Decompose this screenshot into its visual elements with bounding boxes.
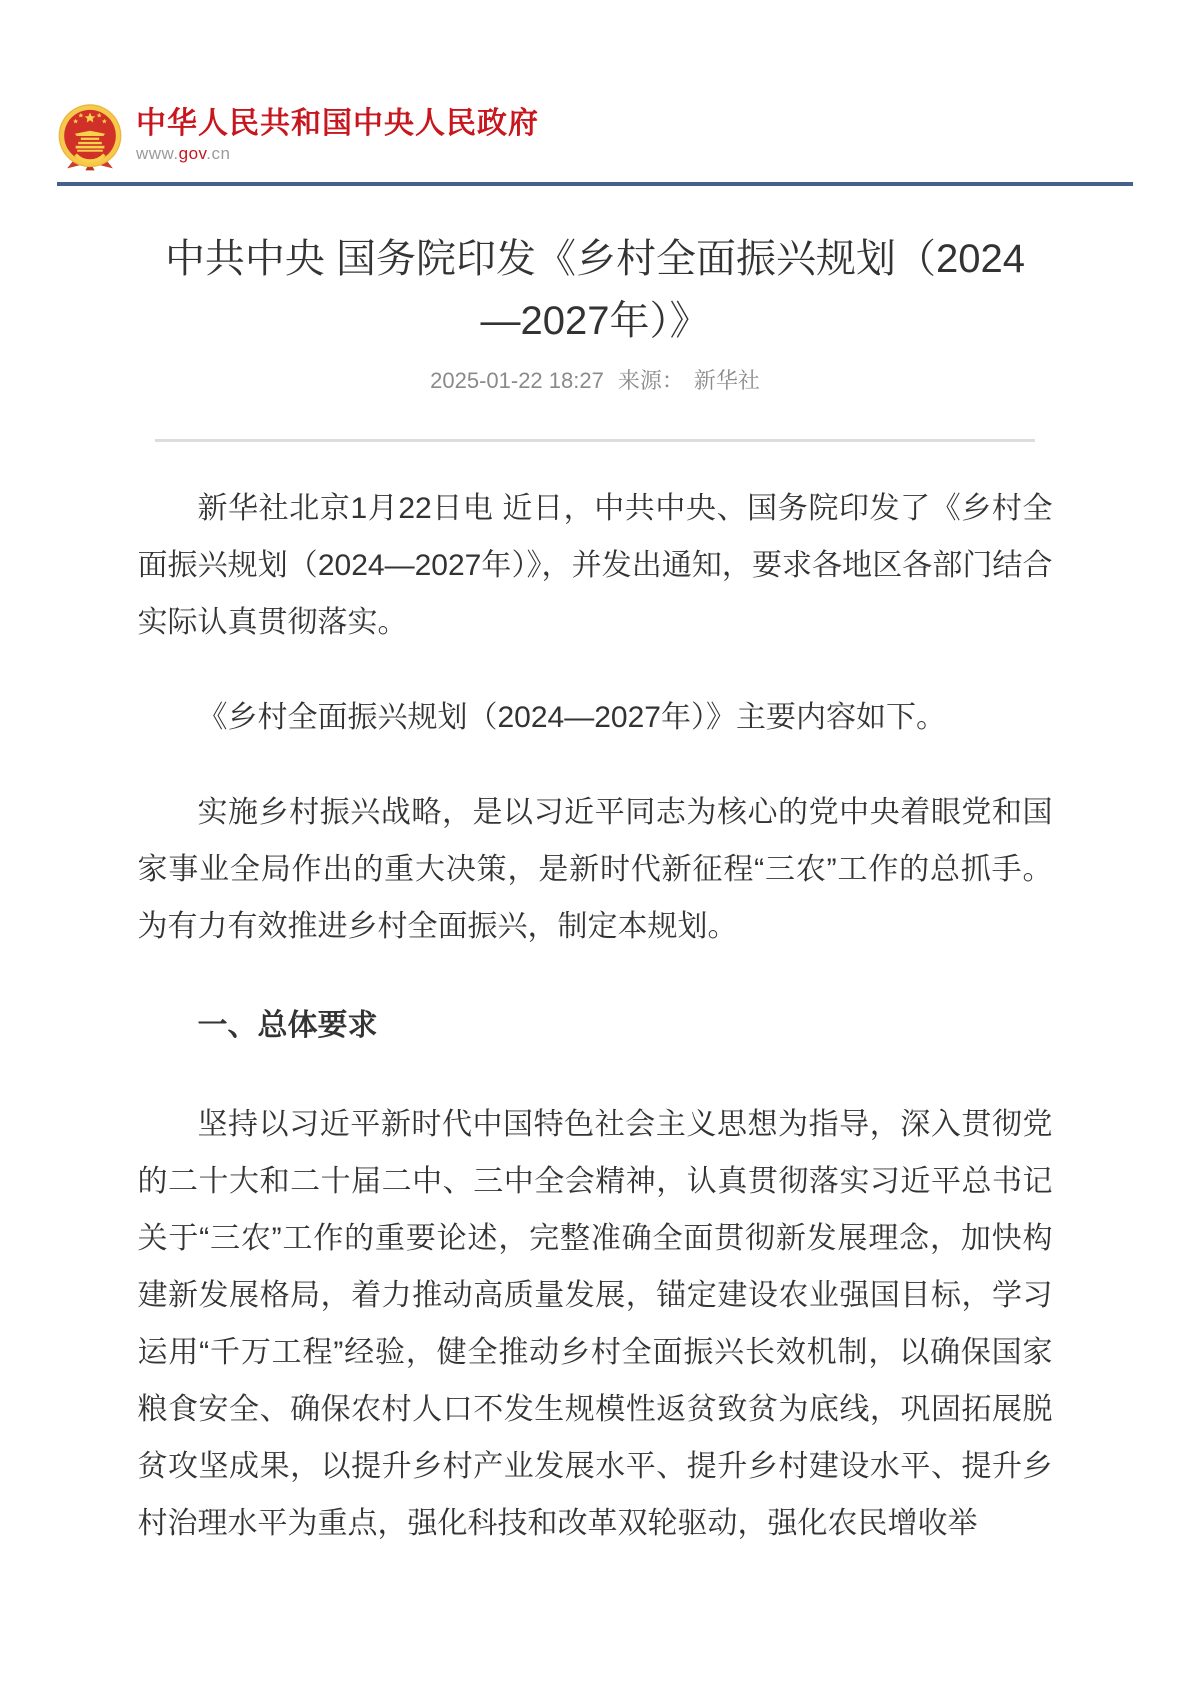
site-url-cn: .cn [206,144,231,163]
source-label: 来源： [617,368,684,393]
paragraph-1: 新华社北京1月22日电 近日，中共中央、国务院印发了《乡村全面振兴规划（2024—2027年）》，并发出通知，要求各地区各部门结合实际认真贯彻落实。 [137,492,1053,639]
site-logo-link[interactable] [57,103,1133,171]
paragraph-2: 《乡村全面振兴规划（2024—2027年）》主要内容如下。 [197,701,946,734]
site-url [136,144,539,164]
site-url-gov: gov [178,144,207,163]
article [138,228,1053,1552]
source-name: 新华社 [693,368,760,393]
section-heading: 一、总体要求 [197,1009,378,1042]
article-meta [138,368,1053,394]
site-name: 中华人民共和国中央人民政府 [136,107,539,140]
china-national-emblem-icon [57,103,123,171]
publish-datetime: 2025-01-22 18:27 [430,368,604,393]
meta-divider [155,439,1035,442]
site-url-www: www. [136,144,179,163]
brand-text [136,103,539,164]
site-header [0,0,1190,186]
paragraph-4: 坚持以习近平新时代中国特色社会主义思想为指导，深入贯彻党的二十大和二十届二中、三中全会精神，认真贯彻落实习近平总书记关于“三农”工作的重要论述，完整准确全面贯彻新发展理念，加快构建新发展格局，着力推动高质量发展，锚定建设农业强国目标，学习运用“千万工程”经验，健全推动乡村全面振兴长效机制，以确保国家粮食安全、确保农村人口不发生规模性返贫致贫为底线，巩固拓展脱贫攻坚成果，以提升乡村产业发展水平、提升乡村建设水平、提升乡村治理水平为重点，强化科技和改革双轮驱动，强化农民增收举 [137,1108,1053,1540]
header-divider [57,182,1133,186]
article-title: 中共中央 国务院印发《乡村全面振兴规划（2024—2027年）》 [164,237,1026,343]
paragraph-3: 实施乡村振兴战略，是以习近平同志为核心的党中央着眼党和国家事业全局作出的重大决策，是新时代新征程“三农”工作的总抓手。为有力有效推进乡村全面振兴，制定本规划。 [137,796,1053,943]
